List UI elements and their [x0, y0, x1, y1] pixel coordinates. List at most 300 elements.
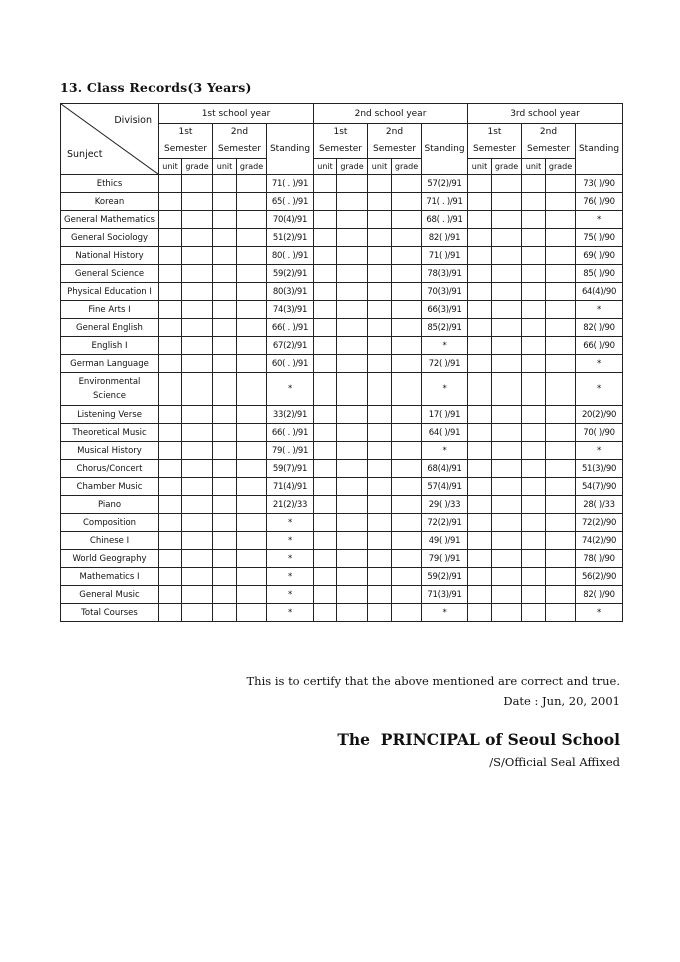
standing-header-y1: Standing: [267, 124, 314, 175]
standing-cell-y2: 72( )/91: [422, 355, 468, 373]
empty-grade-cell: [213, 604, 237, 622]
official-seal-note: /S/Official Seal Affixed: [489, 755, 620, 769]
empty-grade-cell: [182, 301, 213, 319]
standing-cell-y3: *: [576, 373, 623, 406]
empty-grade-cell: [468, 319, 492, 337]
empty-grade-cell: [159, 337, 182, 355]
empty-grade-cell: [492, 211, 522, 229]
empty-grade-cell: [468, 283, 492, 301]
empty-grade-cell: [159, 514, 182, 532]
record-row: [61, 301, 623, 319]
subject-cell: Chorus/Concert: [61, 460, 159, 478]
subject-cell: Composition: [61, 514, 159, 532]
empty-grade-cell: [337, 568, 368, 586]
record-row: [61, 442, 623, 460]
empty-grade-cell: [314, 442, 337, 460]
signature-block: [337, 729, 620, 771]
empty-grade-cell: [337, 247, 368, 265]
subject-cell: Musical History: [61, 442, 159, 460]
empty-grade-cell: [182, 532, 213, 550]
empty-grade-cell: [492, 460, 522, 478]
standing-cell-y2: 57(2)/91: [422, 175, 468, 193]
empty-grade-cell: [337, 460, 368, 478]
standing-cell-y3: 70( )/90: [576, 424, 623, 442]
empty-grade-cell: [314, 532, 337, 550]
empty-grade-cell: [468, 460, 492, 478]
semester-header-y3-s1: 1st: [468, 124, 522, 142]
empty-grade-cell: [159, 355, 182, 373]
standing-cell-y3: 76( )/90: [576, 193, 623, 211]
standing-cell-y3: *: [576, 604, 623, 622]
empty-grade-cell: [368, 478, 392, 496]
standing-cell-y3: *: [576, 211, 623, 229]
grade-header: grade: [182, 159, 213, 175]
empty-grade-cell: [213, 550, 237, 568]
empty-grade-cell: [213, 532, 237, 550]
empty-grade-cell: [237, 337, 267, 355]
standing-cell-y1: 59(2)/91: [267, 265, 314, 283]
empty-grade-cell: [492, 373, 522, 406]
empty-grade-cell: [492, 496, 522, 514]
empty-grade-cell: [159, 532, 182, 550]
subject-cell: Chinese I: [61, 532, 159, 550]
empty-grade-cell: [468, 478, 492, 496]
semester-header-y2-s1: 1st: [314, 124, 368, 142]
standing-cell-y2: 64( )/91: [422, 424, 468, 442]
empty-grade-cell: [159, 319, 182, 337]
empty-grade-cell: [213, 355, 237, 373]
subject-cell: General Mathematics: [61, 211, 159, 229]
empty-grade-cell: [182, 568, 213, 586]
standing-cell-y2: 70(3)/91: [422, 283, 468, 301]
standing-cell-y1: 51(2)/91: [267, 229, 314, 247]
standing-cell-y2: 82( )/91: [422, 229, 468, 247]
standing-cell-y1: *: [267, 568, 314, 586]
record-row: [61, 496, 623, 514]
standing-cell-y1: *: [267, 586, 314, 604]
empty-grade-cell: [522, 265, 546, 283]
standing-cell-y2: 17( )/91: [422, 406, 468, 424]
standing-cell-y2: *: [422, 337, 468, 355]
empty-grade-cell: [468, 514, 492, 532]
empty-grade-cell: [314, 460, 337, 478]
empty-grade-cell: [159, 301, 182, 319]
empty-grade-cell: [492, 424, 522, 442]
empty-grade-cell: [392, 586, 422, 604]
record-row: [61, 265, 623, 283]
empty-grade-cell: [368, 568, 392, 586]
standing-cell-y3: 20(2)/90: [576, 406, 623, 424]
empty-grade-cell: [392, 478, 422, 496]
empty-grade-cell: [182, 442, 213, 460]
empty-grade-cell: [314, 265, 337, 283]
empty-grade-cell: [237, 319, 267, 337]
standing-cell-y3: 78( )/90: [576, 550, 623, 568]
empty-grade-cell: [468, 550, 492, 568]
record-row: [61, 175, 623, 193]
empty-grade-cell: [159, 211, 182, 229]
empty-grade-cell: [182, 460, 213, 478]
empty-grade-cell: [237, 373, 267, 406]
empty-grade-cell: [213, 496, 237, 514]
empty-grade-cell: [237, 478, 267, 496]
standing-cell-y1: 70(4)/91: [267, 211, 314, 229]
year-header-1: 1st school year: [159, 104, 314, 124]
semester-header-y1-s2: 2nd: [213, 124, 267, 142]
empty-grade-cell: [314, 478, 337, 496]
empty-grade-cell: [182, 424, 213, 442]
standing-cell-y2: *: [422, 604, 468, 622]
empty-grade-cell: [182, 211, 213, 229]
standing-cell-y1: *: [267, 373, 314, 406]
empty-grade-cell: [392, 175, 422, 193]
empty-grade-cell: [237, 265, 267, 283]
empty-grade-cell: [337, 355, 368, 373]
empty-grade-cell: [213, 247, 237, 265]
empty-grade-cell: [159, 550, 182, 568]
empty-grade-cell: [522, 211, 546, 229]
empty-grade-cell: [522, 373, 546, 406]
empty-grade-cell: [522, 175, 546, 193]
empty-grade-cell: [314, 424, 337, 442]
empty-grade-cell: [546, 229, 576, 247]
empty-grade-cell: [392, 442, 422, 460]
empty-grade-cell: [237, 442, 267, 460]
standing-cell-y2: 57(4)/91: [422, 478, 468, 496]
empty-grade-cell: [368, 424, 392, 442]
record-row: [61, 283, 623, 301]
empty-grade-cell: [337, 496, 368, 514]
standing-cell-y3: 82( )/90: [576, 586, 623, 604]
empty-grade-cell: [182, 406, 213, 424]
empty-grade-cell: [392, 355, 422, 373]
record-row: [61, 337, 623, 355]
empty-grade-cell: [337, 337, 368, 355]
empty-grade-cell: [522, 355, 546, 373]
empty-grade-cell: [237, 604, 267, 622]
empty-grade-cell: [337, 532, 368, 550]
semester-header-y3-s2: 2nd: [522, 124, 576, 142]
empty-grade-cell: [368, 247, 392, 265]
empty-grade-cell: [213, 193, 237, 211]
subject-cell: Piano: [61, 496, 159, 514]
subject-cell: Ethics: [61, 175, 159, 193]
standing-cell-y1: *: [267, 604, 314, 622]
standing-cell-y2: 85(2)/91: [422, 319, 468, 337]
semester-label-y1-s1: Semester: [159, 141, 213, 159]
standing-cell-y2: *: [422, 373, 468, 406]
standing-cell-y2: 68(4)/91: [422, 460, 468, 478]
standing-cell-y1: 66( . )/91: [267, 424, 314, 442]
empty-grade-cell: [522, 301, 546, 319]
empty-grade-cell: [314, 283, 337, 301]
empty-grade-cell: [468, 424, 492, 442]
empty-grade-cell: [546, 424, 576, 442]
empty-grade-cell: [213, 514, 237, 532]
empty-grade-cell: [368, 283, 392, 301]
empty-grade-cell: [182, 604, 213, 622]
empty-grade-cell: [546, 355, 576, 373]
empty-grade-cell: [237, 532, 267, 550]
empty-grade-cell: [237, 283, 267, 301]
record-row: [61, 193, 623, 211]
unit-header: unit: [522, 159, 546, 175]
empty-grade-cell: [182, 229, 213, 247]
corner-header-cell: [61, 104, 159, 175]
empty-grade-cell: [368, 193, 392, 211]
empty-grade-cell: [237, 406, 267, 424]
empty-grade-cell: [213, 424, 237, 442]
standing-cell-y2: 29( )/33: [422, 496, 468, 514]
standing-cell-y1: 74(3)/91: [267, 301, 314, 319]
empty-grade-cell: [314, 550, 337, 568]
empty-grade-cell: [468, 586, 492, 604]
standing-cell-y1: 71(4)/91: [267, 478, 314, 496]
empty-grade-cell: [182, 265, 213, 283]
empty-grade-cell: [337, 175, 368, 193]
empty-grade-cell: [213, 586, 237, 604]
empty-grade-cell: [368, 355, 392, 373]
empty-grade-cell: [314, 496, 337, 514]
empty-grade-cell: [237, 229, 267, 247]
standing-header-y3: Standing: [576, 124, 623, 175]
standing-cell-y1: *: [267, 532, 314, 550]
empty-grade-cell: [546, 193, 576, 211]
record-row: [61, 478, 623, 496]
empty-grade-cell: [392, 406, 422, 424]
standing-cell-y3: 69( )/90: [576, 247, 623, 265]
empty-grade-cell: [392, 460, 422, 478]
semester-label-y1-s2: Semester: [213, 141, 267, 159]
empty-grade-cell: [368, 586, 392, 604]
record-row: [61, 532, 623, 550]
empty-grade-cell: [522, 478, 546, 496]
empty-grade-cell: [392, 604, 422, 622]
empty-grade-cell: [213, 478, 237, 496]
empty-grade-cell: [492, 229, 522, 247]
empty-grade-cell: [368, 532, 392, 550]
standing-cell-y1: *: [267, 550, 314, 568]
standing-cell-y3: 72(2)/90: [576, 514, 623, 532]
empty-grade-cell: [522, 337, 546, 355]
empty-grade-cell: [392, 532, 422, 550]
empty-grade-cell: [159, 568, 182, 586]
empty-grade-cell: [492, 604, 522, 622]
standing-cell-y3: 82( )/90: [576, 319, 623, 337]
empty-grade-cell: [546, 337, 576, 355]
standing-cell-y1: 71( . )/91: [267, 175, 314, 193]
empty-grade-cell: [492, 514, 522, 532]
empty-grade-cell: [368, 460, 392, 478]
empty-grade-cell: [237, 355, 267, 373]
standing-cell-y2: 49( )/91: [422, 532, 468, 550]
standing-cell-y3: 64(4)/90: [576, 283, 623, 301]
empty-grade-cell: [368, 550, 392, 568]
empty-grade-cell: [182, 373, 213, 406]
empty-grade-cell: [468, 604, 492, 622]
empty-grade-cell: [392, 424, 422, 442]
empty-grade-cell: [546, 460, 576, 478]
record-row: [61, 319, 623, 337]
standing-cell-y3: 85( )/90: [576, 265, 623, 283]
section-title: 13. Class Records(3 Years): [60, 80, 252, 95]
standing-cell-y3: 51(3)/90: [576, 460, 623, 478]
year-header-3: 3rd school year: [468, 104, 623, 124]
empty-grade-cell: [237, 496, 267, 514]
empty-grade-cell: [368, 373, 392, 406]
empty-grade-cell: [468, 229, 492, 247]
record-row: [61, 586, 623, 604]
empty-grade-cell: [182, 478, 213, 496]
record-row: [61, 355, 623, 373]
division-label: Division: [114, 115, 152, 126]
empty-grade-cell: [182, 586, 213, 604]
empty-grade-cell: [468, 406, 492, 424]
empty-grade-cell: [546, 568, 576, 586]
record-row: [61, 514, 623, 532]
empty-grade-cell: [392, 319, 422, 337]
empty-grade-cell: [546, 586, 576, 604]
empty-grade-cell: [492, 175, 522, 193]
empty-grade-cell: [546, 211, 576, 229]
empty-grade-cell: [182, 514, 213, 532]
standing-cell-y1: 67(2)/91: [267, 337, 314, 355]
principal-name: The PRINCIPAL of Seoul School: [337, 730, 620, 749]
empty-grade-cell: [392, 247, 422, 265]
empty-grade-cell: [368, 514, 392, 532]
empty-grade-cell: [468, 301, 492, 319]
empty-grade-cell: [522, 424, 546, 442]
empty-grade-cell: [337, 424, 368, 442]
empty-grade-cell: [314, 229, 337, 247]
empty-grade-cell: [314, 247, 337, 265]
empty-grade-cell: [213, 175, 237, 193]
empty-grade-cell: [392, 229, 422, 247]
empty-grade-cell: [314, 586, 337, 604]
empty-grade-cell: [213, 211, 237, 229]
subject-cell: General Music: [61, 586, 159, 604]
empty-grade-cell: [546, 604, 576, 622]
empty-grade-cell: [337, 193, 368, 211]
empty-grade-cell: [213, 337, 237, 355]
standing-cell-y3: 75( )/90: [576, 229, 623, 247]
semester-header-y2-s2: 2nd: [368, 124, 422, 142]
empty-grade-cell: [182, 247, 213, 265]
empty-grade-cell: [213, 442, 237, 460]
empty-grade-cell: [237, 514, 267, 532]
record-row: [61, 550, 623, 568]
empty-grade-cell: [546, 301, 576, 319]
empty-grade-cell: [213, 229, 237, 247]
empty-grade-cell: [213, 373, 237, 406]
empty-grade-cell: [159, 586, 182, 604]
semester-label-y2-s2: Semester: [368, 141, 422, 159]
empty-grade-cell: [368, 175, 392, 193]
standing-cell-y1: 60( . )/91: [267, 355, 314, 373]
empty-grade-cell: [337, 550, 368, 568]
empty-grade-cell: [368, 604, 392, 622]
empty-grade-cell: [337, 211, 368, 229]
empty-grade-cell: [213, 319, 237, 337]
empty-grade-cell: [546, 406, 576, 424]
standing-header-y2: Standing: [422, 124, 468, 175]
empty-grade-cell: [159, 442, 182, 460]
empty-grade-cell: [368, 442, 392, 460]
empty-grade-cell: [492, 355, 522, 373]
empty-grade-cell: [368, 496, 392, 514]
empty-grade-cell: [468, 175, 492, 193]
empty-grade-cell: [182, 496, 213, 514]
empty-grade-cell: [182, 337, 213, 355]
empty-grade-cell: [182, 283, 213, 301]
empty-grade-cell: [522, 319, 546, 337]
empty-grade-cell: [392, 337, 422, 355]
empty-grade-cell: [213, 301, 237, 319]
record-row: [61, 406, 623, 424]
empty-grade-cell: [392, 496, 422, 514]
empty-grade-cell: [159, 373, 182, 406]
empty-grade-cell: [468, 265, 492, 283]
empty-grade-cell: [213, 283, 237, 301]
subject-cell: General Sociology: [61, 229, 159, 247]
standing-cell-y1: 80(3)/91: [267, 283, 314, 301]
subject-cell: German Language: [61, 355, 159, 373]
empty-grade-cell: [492, 337, 522, 355]
empty-grade-cell: [237, 586, 267, 604]
empty-grade-cell: [314, 175, 337, 193]
empty-grade-cell: [468, 337, 492, 355]
standing-cell-y3: 66( )/90: [576, 337, 623, 355]
empty-grade-cell: [468, 211, 492, 229]
unit-header: unit: [314, 159, 337, 175]
empty-grade-cell: [522, 283, 546, 301]
standing-cell-y1: 59(7)/91: [267, 460, 314, 478]
subject-cell: Mathematics I: [61, 568, 159, 586]
subject-cell: Korean: [61, 193, 159, 211]
subject-cell: Chamber Music: [61, 478, 159, 496]
empty-grade-cell: [368, 265, 392, 283]
certification-date: Date : Jun, 20, 2001: [503, 694, 620, 708]
empty-grade-cell: [314, 193, 337, 211]
unit-header: unit: [468, 159, 492, 175]
subject-cell: Fine Arts I: [61, 301, 159, 319]
empty-grade-cell: [213, 568, 237, 586]
empty-grade-cell: [392, 265, 422, 283]
empty-grade-cell: [368, 406, 392, 424]
empty-grade-cell: [337, 229, 368, 247]
empty-grade-cell: [492, 568, 522, 586]
empty-grade-cell: [468, 532, 492, 550]
empty-grade-cell: [492, 532, 522, 550]
empty-grade-cell: [159, 496, 182, 514]
empty-grade-cell: [522, 442, 546, 460]
subject-cell: Listening Verse: [61, 406, 159, 424]
empty-grade-cell: [522, 604, 546, 622]
empty-grade-cell: [522, 514, 546, 532]
empty-grade-cell: [314, 337, 337, 355]
empty-grade-cell: [337, 586, 368, 604]
grade-header: grade: [492, 159, 522, 175]
record-row: [61, 373, 623, 406]
subject-cell: World Geography: [61, 550, 159, 568]
unit-header: unit: [368, 159, 392, 175]
empty-grade-cell: [368, 301, 392, 319]
standing-cell-y3: 73( )/90: [576, 175, 623, 193]
empty-grade-cell: [392, 193, 422, 211]
empty-grade-cell: [468, 442, 492, 460]
empty-grade-cell: [492, 586, 522, 604]
empty-grade-cell: [546, 442, 576, 460]
